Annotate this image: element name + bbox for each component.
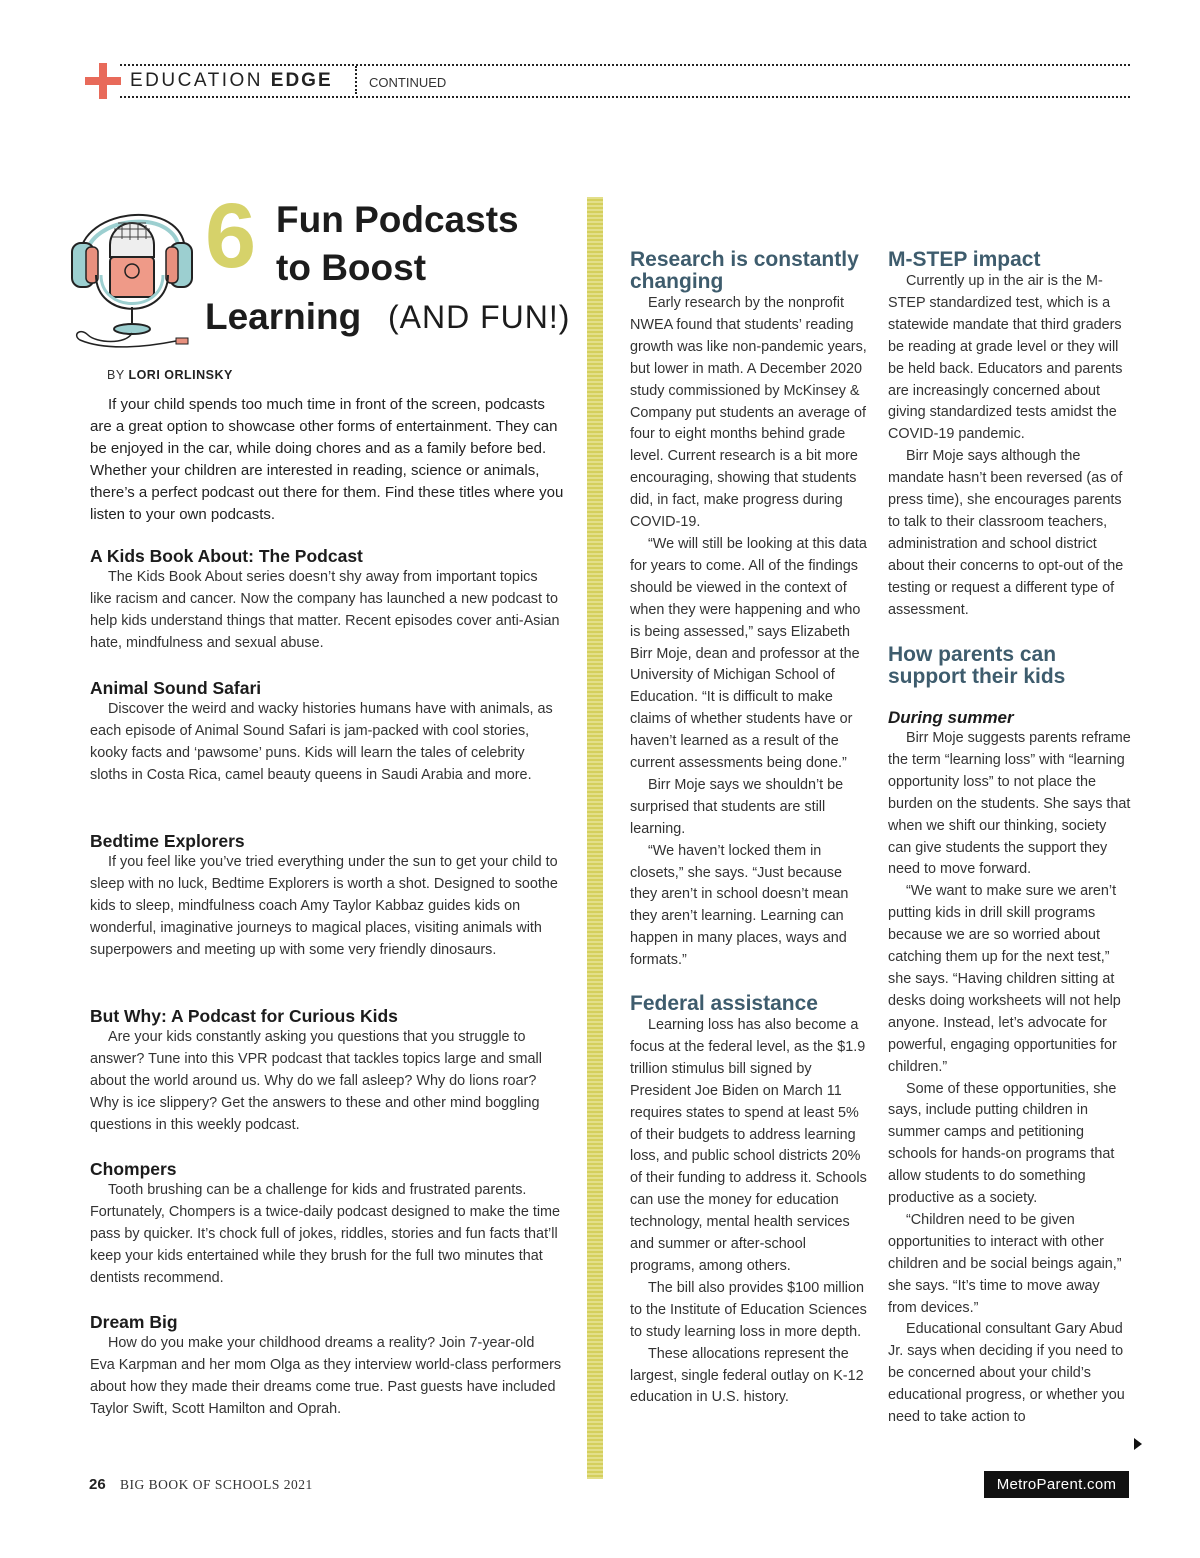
research-paragraph: “We will still be looking at this data for years to come. All of the findings should be viewed in the context of when they were happening and who is being assessed,” says Elizabeth Birr Moje, dean and professor at the University of Michigan School of Education. “It is difficult to make claims of whether students have or haven’t learned as a result of the current assessments being done.” — [630, 535, 867, 772]
summer-paragraph: “Children need to be given opportunities to interact with other children and be social beings again,” she says. “It’s time to move away from devices.” — [888, 1211, 1122, 1316]
podcast-body: Tooth brushing can be a challenge for kids and frustrated parents. Fortunately, Chompers is a twice-daily podcast designed to make the time pass by quicker. It’s chock full of jokes, riddles, stories and fun facts that’ll keep your kids entertained while they brush for the full two minutes that dentists recommend. — [90, 1182, 561, 1286]
title-line-1: Fun Podcasts — [276, 199, 519, 240]
podcast-body: Discover the weird and wacky histories humans have with animals, as each episode of Animal Sound Safari is jam-packed with cool stories, kooky facts and ‘pawsome’ puns. Kids will learn the tales of celebrity sloths in Costa Rica, camel beauty queens in Saudi Arabia and more. — [90, 701, 553, 783]
research-paragraph: “We haven’t locked them in closets,” she says. “Just because they aren’t in school doesn’t mean they aren’t learning. Learning can happen in many places, ways and formats.” — [630, 842, 849, 969]
podcast-body: The Kids Book About series doesn’t shy away from important topics like racism and cancer. Now the company has launched a new podcast to help kids understand things that matter. Recent episodes cover anti-Asian hate, mindfulness and sexual abuse. — [90, 569, 560, 651]
title-aside: (AND FUN!) — [388, 299, 571, 335]
podcast-item — [90, 1158, 562, 1290]
mstep-section — [888, 249, 1132, 622]
summer-paragraph: Some of these opportunities, she says, include putting children in summer camps and petitioning schools for hands-on programs that allow students to do something productive as a society. — [888, 1080, 1117, 1207]
podcast-body: How do you make your childhood dreams a reality? Join 7-year-old Eva Karpman and her mom Olga as they interview world-class performers about how they made their dreams come true. Past guests have included Taylor Swift, Scott Hamilton and Oprah. — [90, 1335, 562, 1417]
federal-paragraph: These allocations represent the largest, single federal outlay on K-12 education in U.S. history. — [630, 1345, 864, 1406]
mstep-heading: M-STEP impact — [888, 248, 1041, 271]
intro-paragraph: If your child spends too much time in front of the screen, podcasts are a great option to showcase other forms of entertainment. They can be enjoyed in the car, while doing chores and as a family before bed. Whether your children are interested in reading, science or animals, there’s a perfect podcast out there for them. Find these titles where you listen to your own podcasts. — [90, 396, 564, 523]
research-paragraph: Birr Moje says we shouldn’t be surprised that students are still learning. — [630, 776, 844, 837]
title-number: 6 — [205, 185, 257, 287]
publication-name: BIG BOOK OF SCHOOLS 2021 — [120, 1477, 313, 1492]
research-paragraph: Early research by the nonprofit NWEA found that students’ reading growth was like non-pandemic years, but lower in math. A December 2020 study commissioned by McKinsey & Company put students an average of four to eight months behind grade level. Current research is a bit more encouraging, showing that students did, in fact, make progress during COVID-19. — [630, 295, 867, 531]
summer-paragraph: “We want to make sure we aren’t putting kids in drill skill programs because we are so worried about catching them up for the next test,” she says. “Having children sitting at desks doing worksheets will not help anyone. Instead, let’s advocate for powerful, engaging opportunities for children.” — [888, 883, 1121, 1075]
podcast-body: Are your kids constantly asking you questions that you struggle to answer? Tune into this VPR podcast that tackles topics large and small about the world around us. Why do we fall asleep? Why do lions roar? Why is ice slippery? Get the answers to these and other mind boggling questions in this weekly podcast. — [90, 1029, 542, 1133]
support-section — [888, 644, 1132, 1429]
continued-label: CONTINUED — [369, 75, 447, 90]
research-heading: Research is constantly changing — [630, 248, 859, 293]
page-number: 26 — [89, 1476, 106, 1493]
podcast-title: Animal Sound Safari — [90, 678, 262, 698]
microphone-headphones-icon — [66, 185, 206, 355]
podcast-item — [90, 1005, 562, 1137]
podcast-title: Dream Big — [90, 1312, 178, 1332]
site-badge[interactable]: MetroParent.com — [984, 1471, 1129, 1498]
podcast-title: Bedtime Explorers — [90, 831, 245, 851]
summer-paragraph: Birr Moje suggests parents reframe the term “learning loss” with “learning opportunity loss” to not place the burden on the students. She says that when we shift our thinking, society can give students the support they need to move forward. — [888, 730, 1131, 878]
byline-prefix: BY — [107, 368, 125, 382]
continue-arrow-icon — [1134, 1438, 1142, 1450]
mstep-paragraph: Currently up in the air is the M-STEP standardized test, which is a statewide mandate that third graders be reading at grade level or they will be held back. Educators and parents are increasingly concerned about giving standardized tests amidst the COVID-19 pandemic. — [888, 273, 1123, 443]
section-label-bold: EDGE — [270, 70, 333, 91]
federal-heading: Federal assistance — [630, 992, 818, 1015]
byline — [107, 368, 233, 382]
section-label — [130, 70, 333, 92]
title-line-3: Learning — [205, 296, 362, 337]
research-section — [630, 249, 872, 972]
section-label-light: EDUCATION — [130, 70, 263, 91]
podcast-title: A Kids Book About: The Podcast — [90, 546, 363, 566]
podcast-item — [90, 830, 562, 962]
title-line-2: to Boost — [276, 247, 427, 288]
podcast-title: Chompers — [90, 1159, 177, 1179]
summer-subheading: During summer — [888, 708, 1014, 727]
header-rule-top — [120, 64, 1130, 66]
support-heading: How parents can support their kids — [888, 643, 1066, 688]
byline-author: LORI ORLINSKY — [128, 368, 233, 382]
federal-paragraph: Learning loss has also become a focus at the federal level, as the $1.9 trillion stimulus bill signed by President Joe Biden on March 11 requires states to spend at least 5% of their budgets to address learning loss, and public school districts 20% of their funding to address it. Schools can use the money for education technology, mental health services and summer or after-school programs, among others. — [630, 1017, 867, 1274]
header-rule-bottom — [120, 96, 1130, 98]
summer-paragraph: Educational consultant Gary Abud Jr. says when deciding if you need to be concerned about your child’s educational progress, or whether you need to take action to — [888, 1321, 1125, 1426]
podcast-item — [90, 1311, 562, 1421]
podcast-body: If you feel like you’ve tried everything under the sun to get your child to sleep with no luck, Bedtime Explorers is worth a shot. Designed to soothe kids to sleep, mindfulness coach Amy Taylor Kabbaz guides kids on wonderful, imaginative journeys to magical places, visiting animals with superpowers and meeting up with some very friendly dinosaurs. — [90, 854, 558, 958]
mstep-paragraph: Birr Moje says although the mandate hasn’t been reversed (as of press time), she encourages parents to talk to their classroom teachers, administration and school district about their concerns to opt-out of the testing or request a different type of assessment. — [888, 448, 1124, 618]
podcast-item — [90, 677, 562, 787]
federal-paragraph: The bill also provides $100 million to the Institute of Education Sciences to study learning loss in more depth. — [630, 1279, 867, 1340]
podcast-item — [90, 545, 562, 655]
plus-icon-bar — [85, 77, 121, 85]
header-separator — [355, 66, 357, 94]
podcast-title: But Why: A Podcast for Curious Kids — [90, 1006, 398, 1026]
federal-section — [630, 993, 872, 1409]
column-divider — [587, 197, 603, 1479]
